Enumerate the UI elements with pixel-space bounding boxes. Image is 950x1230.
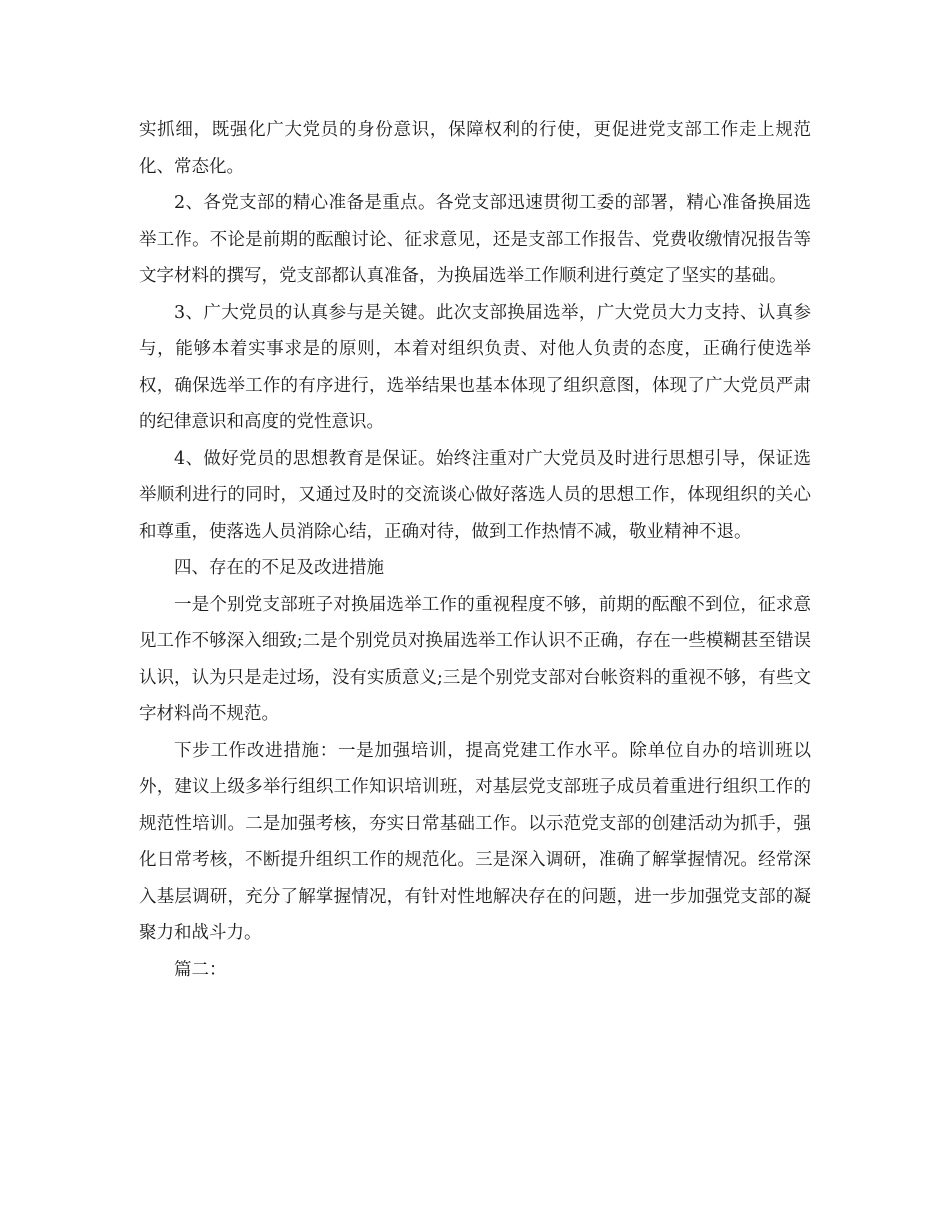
paragraph-point-3: 3、广大党员的认真参与是关键。此次支部换届选举，广大党员大力支持、认真参与，能够本着实事求是的原则，本着对组织负责、对他人负责的态度，正确行使选举权，确保选举工作的有序进行，选举结果也基本体现了组织意图，体现了广大党员严肃的纪律意识和高度的党性意识。 [139,302,811,432]
paragraph-point-4: 4、做好党员的思想教育是保证。始终注重对广大党员及时进行思想引导，保证选举顺利进行的同时，又通过及时的交流谈心做好落选人员的思想工作，体现组织的关心和尊重，使落选人员消除心结，正确对待，做到工作热情不减，敬业精神不退。 [139,448,811,542]
part-two-heading: 篇二： [174,959,227,980]
paragraph-continuation: 实抓细，既强化广大党员的身份意识，保障权利的行使，更促进党支部工作走上规范化、常态化。 [139,120,811,177]
paragraph-improvements: 下步工作改进措施：一是加强培训，提高党建工作水平。除单位自办的培训班以外，建议上级多举行组织工作知识培训班，对基层党支部班子成员着重进行组织工作的规范性培训。二是加强考核，夯实日常基础工作。以示范党支部的创建活动为抓手，强化日常考核，不断提升组织工作的规范化。三是深入调研，准确了解掌握情况。经常深入基层调研，充分了解掌握情况，有针对性地解决存在的问题，进一步加强党支部的凝聚力和战斗力。 [139,740,811,943]
paragraph-point-2: 2、各党支部的精心准备是重点。各党支部迅速贯彻工委的部署，精心准备换届选举工作。不论是前期的酝酿讨论、征求意见，还是支部工作报告、党费收缴情况报告等文字材料的撰写，党支部都认真准备，为换届选举工作顺利进行奠定了坚实的基础。 [139,193,811,286]
document-body [139,112,811,988]
paragraph-shortcomings: 一是个别党支部班子对换届选举工作的重视程度不够，前期的酝酿不到位，征求意见工作不够深入细致;二是个别党员对换届选举工作认识不正确，存在一些模糊甚至错误认识，认为只是走过场，没有实质意义;三是个别党支部对台帐资料的重视不够，有些文字材料尚不规范。 [139,594,811,724]
section-heading-4: 四、存在的不足及改进措施 [174,558,384,578]
